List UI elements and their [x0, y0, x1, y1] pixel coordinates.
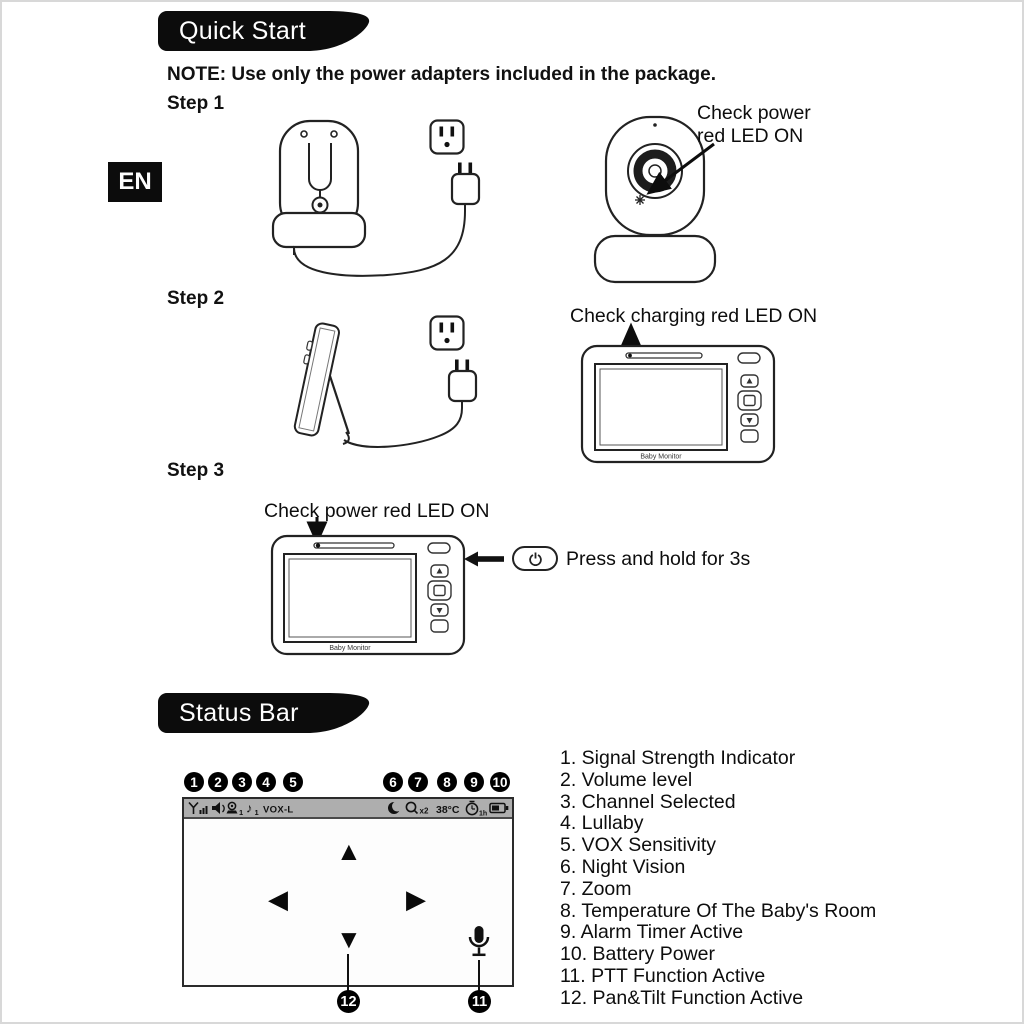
- step1-label: Step 1: [167, 93, 225, 114]
- step1-annotation-line1: Check power: [697, 102, 811, 124]
- callout-1: 1: [184, 772, 204, 792]
- callout-12-line: [347, 954, 349, 992]
- legend-item: 11. PTT Function Active: [560, 964, 766, 987]
- legend-item: 1. Signal Strength Indicator: [560, 747, 796, 769]
- alarm-timer-icon: [466, 802, 477, 815]
- callout-12: 12: [337, 990, 360, 1013]
- pan-down-icon: ▼: [336, 924, 362, 954]
- step2-annotation: Check charging red LED ON: [570, 305, 818, 327]
- device-label: Baby Monitor: [640, 453, 682, 461]
- legend-item: 12. Pan&Tilt Function Active: [560, 986, 804, 1009]
- step1-pointer-arrow: [638, 138, 722, 200]
- channel-number: 1: [239, 808, 244, 817]
- callout-11: 11: [468, 990, 491, 1013]
- power-icon: [528, 551, 543, 566]
- step1-annotation-line2: red LED ON: [697, 125, 804, 147]
- vox-label: VOX-L: [263, 804, 294, 816]
- pan-right-icon: ▶: [406, 884, 426, 914]
- callout-6: 6: [383, 772, 403, 792]
- device-label: Baby Monitor: [329, 645, 371, 652]
- legend-item: 10. Battery Power: [560, 943, 715, 966]
- status-bar-title: Status Bar: [179, 699, 299, 727]
- callout-10: 10: [490, 772, 510, 792]
- status-bar-icons: [184, 799, 512, 817]
- zoom-level: x2: [419, 806, 429, 816]
- status-bar-legend: [560, 748, 876, 1010]
- callout-5: 5: [283, 772, 303, 792]
- signal-strength-icon: [189, 803, 198, 815]
- legend-item: 7. Zoom: [560, 877, 632, 900]
- monitor-front-illustration: [270, 530, 466, 660]
- wall-outlet-icon: [429, 315, 465, 351]
- step3-annotation: Check power red LED ON: [264, 500, 490, 522]
- legend-item: 4. Lullaby: [560, 812, 644, 835]
- step3-instruction: Press and hold for 3s: [566, 548, 751, 570]
- pan-up-icon: ▲: [336, 836, 362, 866]
- power-cable: [317, 394, 472, 452]
- pan-left-icon: ◀: [268, 884, 288, 914]
- status-bar-strip: [184, 799, 512, 819]
- wall-outlet-icon: [429, 119, 465, 155]
- night-vision-icon: [388, 801, 402, 814]
- legend-item: 9. Alarm Timer Active: [560, 921, 744, 944]
- left-arrow-icon: [462, 548, 506, 570]
- alarm-duration: 1h: [479, 810, 488, 817]
- channel-icon: [227, 802, 238, 813]
- callout-4: 4: [256, 772, 276, 792]
- step3-label: Step 3: [167, 460, 225, 481]
- power-cable: [282, 200, 472, 280]
- step2-label: Step 2: [167, 288, 225, 309]
- legend-item: 3. Channel Selected: [560, 790, 736, 813]
- monitor-front-illustration: [580, 342, 776, 466]
- power-led-icon: [316, 543, 320, 547]
- status-bar-banner: [157, 692, 372, 734]
- legend-item: 6. Night Vision: [560, 855, 686, 878]
- callout-11-line: [478, 960, 480, 992]
- callout-7: 7: [408, 772, 428, 792]
- power-adapter-note: NOTE: Use only the power adapters included in the package.: [167, 64, 717, 85]
- power-button: [512, 546, 558, 571]
- callout-3: 3: [232, 772, 252, 792]
- callout-2: 2: [208, 772, 228, 792]
- temperature-label: 38°C: [436, 804, 460, 816]
- legend-item: 8. Temperature Of The Baby's Room: [560, 899, 877, 922]
- legend-item: 2. Volume level: [560, 768, 693, 791]
- microphone-icon: [465, 924, 493, 962]
- lullaby-number: 1: [254, 808, 259, 817]
- lullaby-icon: ♪: [246, 800, 253, 816]
- charging-led-icon: [628, 354, 632, 358]
- quick-start-title: Quick Start: [179, 17, 306, 45]
- zoom-icon: [406, 802, 417, 813]
- volume-icon: [212, 802, 224, 814]
- battery-icon: [490, 804, 508, 813]
- callout-8: 8: [437, 772, 457, 792]
- quick-start-banner: [157, 10, 372, 52]
- language-badge: EN: [108, 162, 162, 202]
- callout-9: 9: [464, 772, 484, 792]
- legend-item: 5. VOX Sensitivity: [560, 834, 717, 857]
